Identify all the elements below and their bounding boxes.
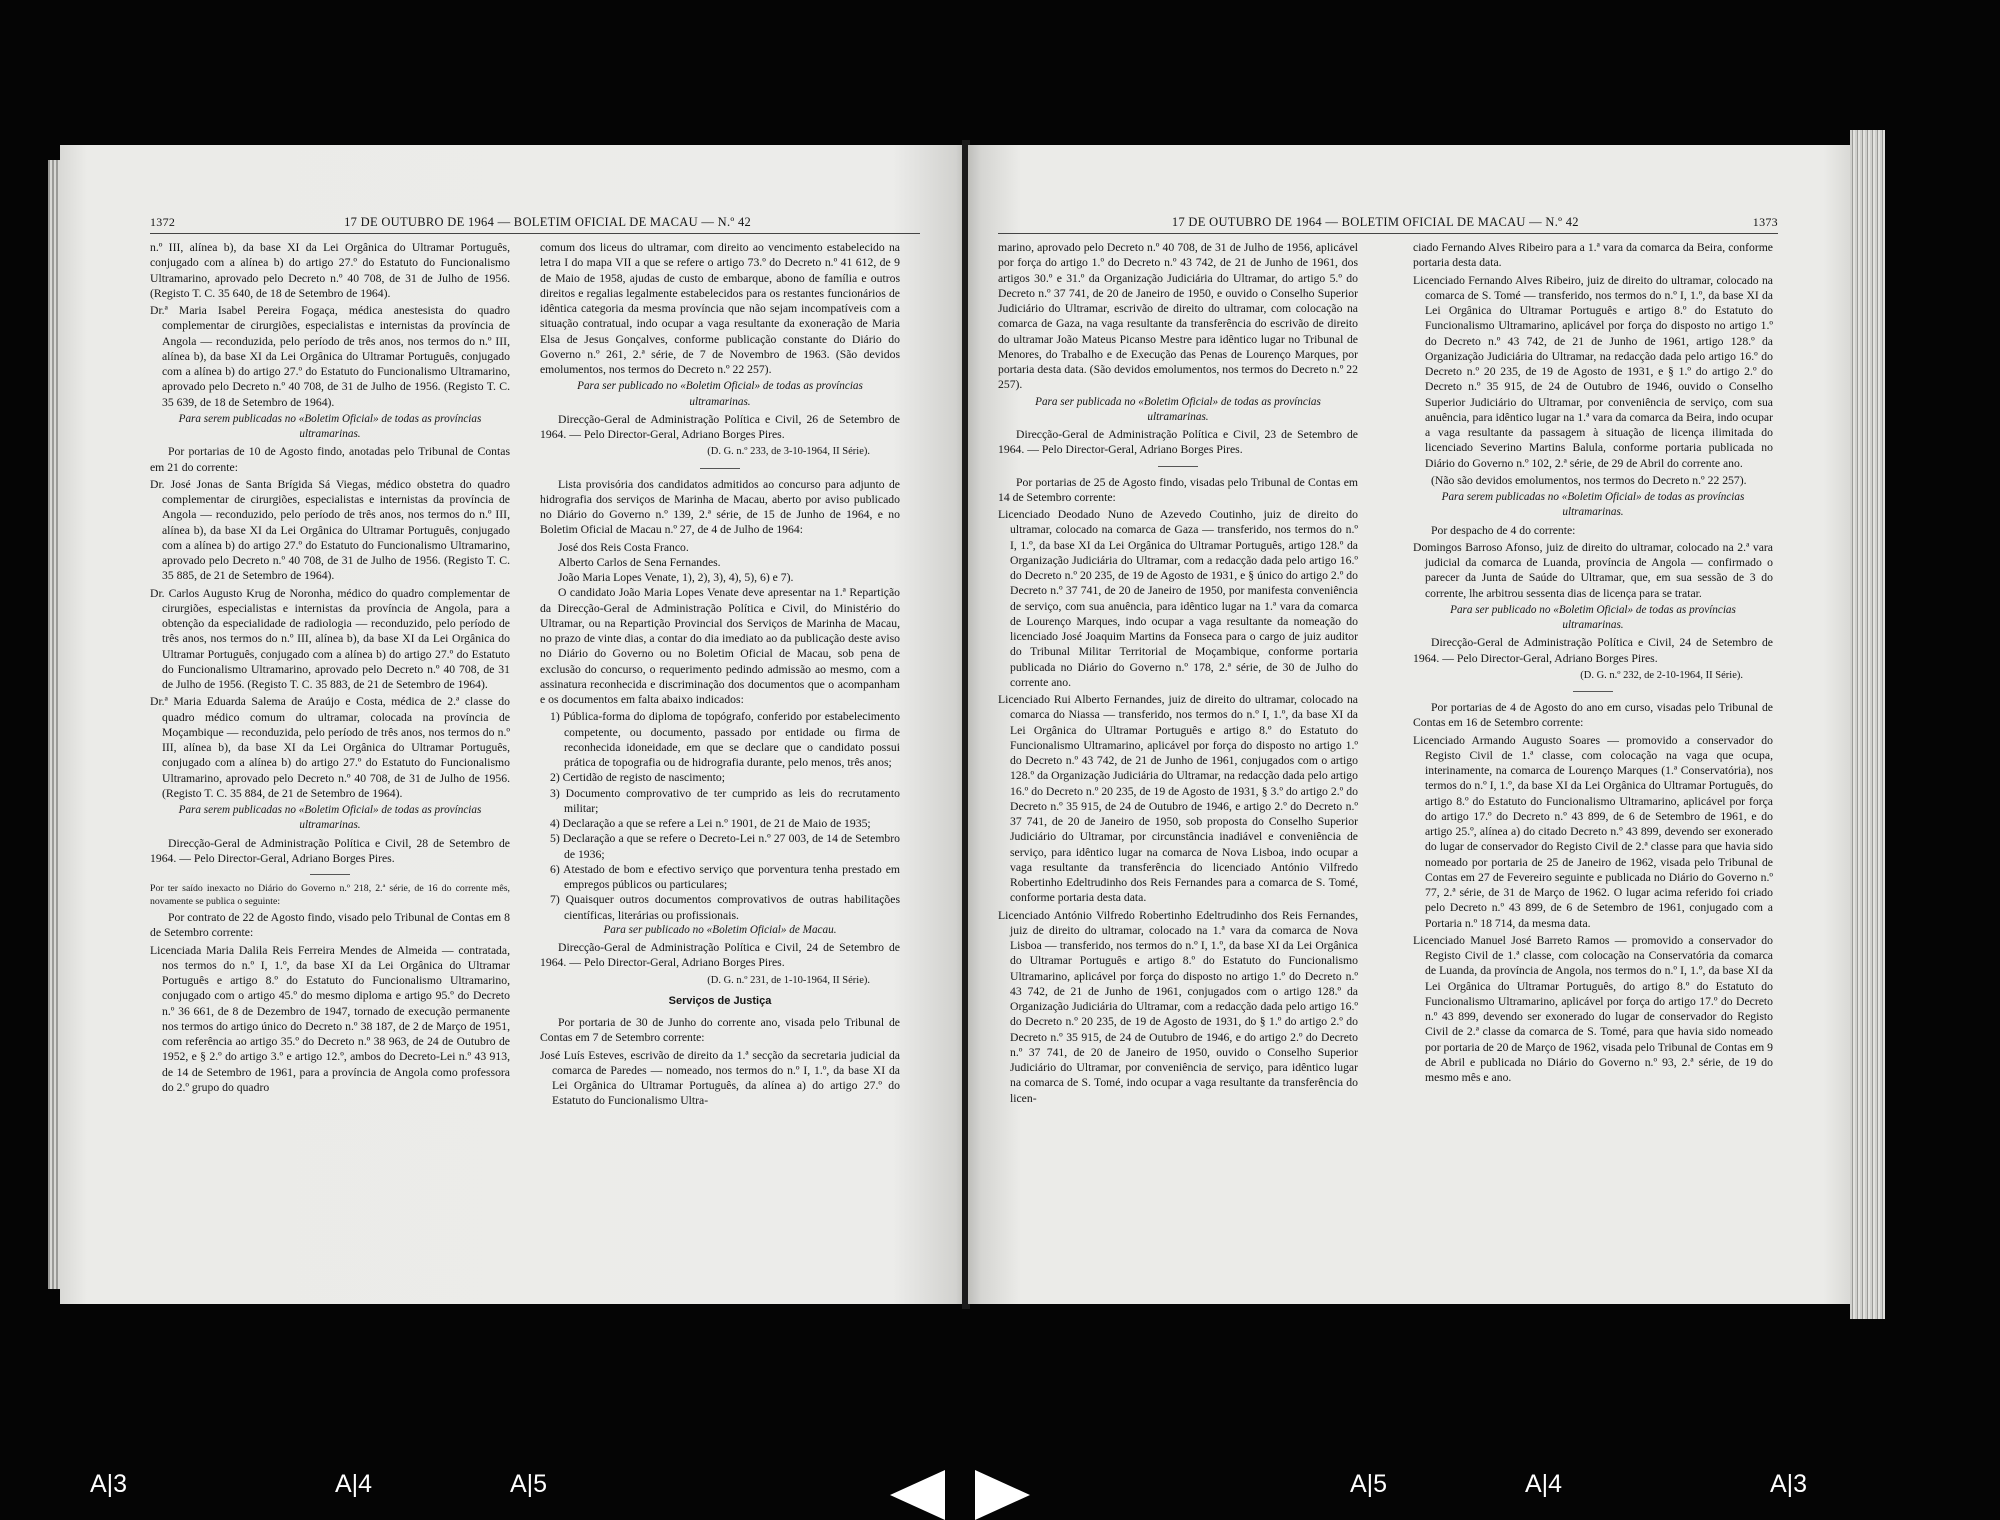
- entry-paragraph: Dr. José Jonas de Santa Brígida Sá Viegas, médico obstetra do quadro complementar de cirurgiões, especialistas e internistas da província de Angola — reconduzido, pelo período de três anos, nos termos do n.º III, alínea b), da base XI da Lei Orgânica do Ultramar Português, conjugado com a alínea b) do artigo 27.º do Estatuto do Funcionalismo Ultramarino, aprovado pelo Decreto n.º 40 708, de 31 de Julho de 1956. (Registo T. C. 35 885, de 21 de Setembro de 1964).: [150, 477, 510, 583]
- text-column: [1413, 240, 1773, 1087]
- candidate-name: José dos Reis Costa Franco.: [558, 540, 689, 554]
- section-divider: [700, 468, 740, 469]
- correction-note: Por ter saído inexacto no Diário do Governo n.º 218, 2.ª série, de 16 do corrente mês, novamente se publica o seguinte:: [150, 883, 510, 907]
- entry-paragraph: Licenciado Armando Augusto Soares — promovido a conservador do Registo Civil de 1.ª classe, com colocação na vaga que ocupa, interinamente, na comarca de Lourenço Marques (1.ª Conservatória), nos termos do n.º I, 1.º, da base XI da Lei Orgânica do Ultramar Português, do artigo 8.º do Estatuto do Funcionalismo Ultramarino, aplicável por força do artigo 17.º do Decreto n.º 43 899, de 6 de Setembro de 1961, e do artigo 25.º, alínea a) do citado Decreto n.º 43 899, devendo ser exonerado do lugar de conservador do Registo Civil de 2.ª classe para que havia sido nomeado por portaria de 25 de Janeiro de 1962, visada pelo Tribunal de Contas em 27 de Fevereiro seguinte e publicada no Diário do Governo n.º 77, 2.ª série, de 31 de Março de 1962. O lugar acima referido foi criado pelo Decreto n.º 43 899, de 6 de Setembro de 1961, conjugado com a Portaria n.º 18 714, da mesma data.: [1413, 733, 1773, 930]
- signature-line: Direcção-Geral de Administração Política e Civil, 23 de Setembro de 1964. — Pelo Director-Geral, Adriano Borges Pires.: [998, 428, 1358, 457]
- paragraph: n.º III, alínea b), da base XI da Lei Orgânica do Ultramar Português, conjugado com a alínea b) do artigo 27.º do Estatuto do Funcionalismo Ultramarino, aprovado pelo Decreto n.º 40 708, de 31 de Julho de 1956. (Registo T. C. 35 640, de 18 de Setembro de 1964).: [150, 241, 510, 300]
- paragraph: O candidato João Maria Lopes Venate deve apresentar na 1.ª Repartição da Direcção-Geral de Administração Política e Civil, do Ministério do Ultramar, ou na Repartição Provincial dos Serviços de Marinha de Macau, no prazo de vinte dias, a contar do dia imediato ao da publicação deste aviso no Diário do Governo ou no Boletim Oficial de Macau, sob pena de exclusão do concurso, o requerimento pedindo admissão ao mesmo, com a assinatura reconhecida e discriminação dos documentos que o acompanham e os documentos em falta abaixo indicados:: [540, 586, 900, 706]
- running-head-title: 17 DE OUTUBRO DE 1964 — BOLETIM OFICIAL DE MACAU — N.º 42: [344, 215, 752, 229]
- reference-note: (D. G. n.º 232, de 2-10-1964, II Série).: [1580, 669, 1743, 681]
- entry-paragraph: Dr. Carlos Augusto Krug de Noronha, médico do quadro complementar de cirurgiões, especialistas e internistas da província de Angola, para a obtenção da especialidade de radiologia — reconduzido, pelo período de três anos, nos termos do n.º III, alínea b), da base XI da Lei Orgânica do Ultramar Português, conjugado com a alínea b) do artigo 27.º do Estatuto do Funcionalismo Ultramarino, aprovado pelo Decreto n.º 40 708, de 31 de Julho de 1956. (Registo T. C. 35 883, de 21 de Setembro de 1964).: [150, 586, 510, 691]
- list-item: 2) Certidão de registo de nascimento;: [550, 771, 725, 785]
- text-column: [540, 240, 900, 1111]
- film-mark: A|4: [335, 1470, 373, 1498]
- paragraph: Por portarias de 10 de Agosto findo, anotadas pelo Tribunal de Contas em 21 do corrente:: [150, 445, 510, 474]
- running-head-title: 17 DE OUTUBRO DE 1964 — BOLETIM OFICIAL DE MACAU — N.º 42: [1171, 215, 1579, 229]
- film-arrow-right: [975, 1470, 1030, 1520]
- candidate-name: João Maria Lopes Venate, 1), 2), 3), 4), 5), 6) e 7).: [558, 571, 794, 584]
- entry-paragraph: Licenciado Manuel José Barreto Ramos — promovido a conservador do Registo Civil de 1.ª classe, com colocação na Conservatória da comarca de Luanda, da província de Angola, nos termos do n.º I, 1.º, da base XI da Lei Orgânica do Ultramar Português, do artigo 8.º do Estatuto do Funcionalismo Ultramarino, aplicável por força do artigo 17.º do Decreto n.º 43 899, devendo ser exonerado do lugar de conservador do Registo Civil de 2.ª classe da comarca de S. Tomé, para que havia sido nomeado por portaria de 20 de Março de 1962, visada pelo Tribunal de Contas em 9 de Abril e publicada no Diário do Governo n.º 93, 2.ª série, de 19 do mesmo mês e ano.: [1413, 933, 1773, 1084]
- section-divider: [310, 874, 350, 875]
- paragraph: Por portarias de 25 de Agosto findo, visadas pelo Tribunal de Contas em 14 de Setembro corrente:: [998, 475, 1358, 504]
- list-item: 5) Declaração a que se refere o Decreto-Lei n.º 27 003, de 14 de Setembro de 1936;: [550, 832, 900, 861]
- paragraph: Lista provisória dos candidatos admitidos ao concurso para adjunto de hidrografia dos serviços de Marinha de Macau, aberto por aviso publicado no Diário do Governo n.º 139, 2.ª série, de 15 de Junho de 1964, e no Boletim Oficial de Macau n.º 27, de 4 de Julho de 1964:: [540, 477, 900, 537]
- paragraph: marino, aprovado pelo Decreto n.º 40 708, de 31 de Julho de 1956, aplicável por força do artigo 1.º do Decreto n.º 43 742, de 21 de Junho de 1961, dos artigos 30.º e 31.º da Organização Judiciária do Ultramar, do artigo 5.º do Decreto n.º 37 741, de 20 de Janeiro de 1950, e ouvido o Conselho Superior Judiciário do Ultramar, escrivão de direito do ultramar, com colocação na comarca de Gaza, na vaga resultante da transferência do escrivão de direito do ultramar João Mateus Picanso Mestre para idêntico lugar no Tribunal de Menores, do Trabalho e de Execução das Penas de Lourenço Marques, por portaria desta data. (São devidos emolumentos, nos termos do Decreto n.º 22 257).: [998, 241, 1358, 392]
- film-mark: A|3: [1770, 1470, 1808, 1498]
- signature-line: Direcção-Geral de Administração Política e Civil, 28 de Setembro de 1964. — Pelo Director-Geral, Adriano Borges Pires.: [150, 836, 510, 865]
- entry-paragraph: Domingos Barroso Afonso, juiz de direito do ultramar, colocado na 2.ª vara judicial da comarca de Luanda, província de Angola — confirmado o parecer da Junta de Saúde do Ultramar, que, em sua sessão de 3 do corrente, lhe arbitrou sessenta dias de licença para se tratar.: [1413, 540, 1773, 600]
- paragraph: Por portarias de 4 de Agosto do ano em curso, visadas pelo Tribunal de Contas em 16 de Setembro corrente:: [1413, 701, 1773, 730]
- film-mark: A|5: [510, 1470, 548, 1498]
- entry-paragraph: Licenciado Deodado Nuno de Azevedo Coutinho, juiz de direito do ultramar, colocado na comarca de Gaza — transferido, nos termos do n.º I, 1.º, da base XI da Lei Orgânica do Ultramar Português, artigo 128.º da Organização Judiciária do Ultramar, com a redacção dada pelo artigo 16.º do Decreto n.º 20 235, de 19 de Agosto de 1931, e § único do artigo 2.º do Decreto n.º 37 741, de 20 de Janeiro de 1950, por manifesta conveniência de serviço, com sua anuência, para idêntico lugar na 1.ª vara da comarca de Lourenço Marques, indo ocupar a vaga resultante da nomeação do licenciado José Joaquim Martins da Fonseca para o cargo de juiz auditor do Tribunal Militar Territorial de Moçambique, conforme portaria publicada no Diário do Governo n.º 178, 2.ª série, de 30 de Julho do corrente ano.: [998, 508, 1358, 689]
- signature-line: Direcção-Geral de Administração Política e Civil, 24 de Setembro de 1964. — Pelo Director-Geral, Adriano Borges Pires.: [540, 941, 900, 970]
- entry-paragraph: Dr.ª Maria Isabel Pereira Fogaça, médica anestesista do quadro complementar de cirurgiões, especialistas e internistas da província de Angola — reconduzida, pelo período de três anos, nos termos do n.º III, alínea b), da base XI da Lei Orgânica do Ultramar Português, conjugado com a alínea b) do artigo 27.º do Estatuto do Funcionalismo Ultramarino, aprovado pelo Decreto n.º 40 708, de 31 de Julho de 1956. (Registo T. C. 35 639, de 18 de Setembro de 1964).: [150, 304, 510, 409]
- publication-note: Para serem publicadas no «Boletim Oficial» de todas as províncias ultramarinas.: [178, 804, 482, 832]
- requirements-list: [540, 709, 900, 923]
- section-divider: [1573, 691, 1613, 692]
- film-mark: A|3: [90, 1470, 128, 1498]
- publication-note: Para ser publicado no «Boletim Oficial» de todas as províncias ultramarinas.: [1450, 603, 1736, 631]
- candidate-name: Alberto Carlos de Sena Fernandes.: [558, 555, 721, 569]
- paragraph: Por contrato de 22 de Agosto findo, visado pelo Tribunal de Contas em 8 de Setembro corrente:: [150, 911, 510, 940]
- film-arrow-left: [890, 1470, 945, 1520]
- entry-paragraph: Licenciada Maria Dalila Reis Ferreira Mendes de Almeida — contratada, nos termos do n.º I, 1.º, da base XI da Lei Orgânica do Ultramar Português e artigo 8.º do Estatuto do Funcionalismo Ultramarino, conjugado com o artigo 45.º do mesmo diploma e artigo 95.º do Decreto n.º 36 661, de 8 de Dezembro de 1947, tornado de execução permanente nos termos do artigo único do Decreto n.º 38 187, de 2 de Março de 1951, com referência ao artigo 35.º do Decreto n.º 38 963, de 24 de Outubro de 1952, e § 2.º do artigo 3.º e artigo 12.º, ambos do Decreto-Lei n.º 43 913, de 14 de Setembro de 1961, para a província de Angola como professora do 2.º grupo do quadro: [150, 943, 510, 1094]
- film-mark: A|5: [1350, 1470, 1388, 1498]
- section-title: Serviços de Justiça: [668, 994, 772, 1007]
- running-head-right: [998, 215, 1778, 234]
- entry-paragraph: Licenciado Rui Alberto Fernandes, juiz de direito do ultramar, colocado na comarca do Niassa — transferido, nos termos do n.º I, 1.º, da base XI da Lei Orgânica do Ultramar Português e artigo 8.º do Estatuto do Funcionalismo Ultramarino, aplicável por força do disposto no artigo 1.º do Decreto n.º 43 742, de 21 de Junho de 1961, conjugados com o artigo 128.º da Organização Judiciária do Ultramar, na redacção dada pelo artigo 16.º do Decreto n.º 20 235, de 19 de Agosto de 1931, § 3.º do artigo 2.º do Decreto n.º 35 915, de 24 de Outubro de 1946, e artigo 2.º do Decreto n.º 37 741, de 20 de Janeiro de 1950, sob proposta do Conselho Superior Judiciário do Ultramar, por circunstância inadiável e conveniência de serviço, para idêntico lugar na comarca de Nova Lisboa, indo ocupar a vaga resultante da transferência do licenciado António Vilfredo Robertinho Edeltrudinho dos Reis Fernandes para a comarca de S. Tomé, conforme portaria desta data.: [998, 693, 1358, 905]
- right-page: [968, 145, 1850, 1304]
- text-column: [998, 240, 1358, 1108]
- publication-note: Para serem publicadas no «Boletim Oficial» de todas as províncias ultramarinas.: [178, 412, 482, 440]
- paragraph: ciado Fernando Alves Ribeiro para a 1.ª vara da comarca da Beira, conforme portaria desta data.: [1413, 241, 1773, 270]
- page-number: 1372: [150, 215, 176, 229]
- reference-note: (D. G. n.º 231, de 1-10-1964, II Série).: [707, 974, 870, 986]
- running-head-left: [150, 215, 920, 234]
- text-column: [150, 240, 510, 1097]
- list-item: 3) Documento comprovativo de ter cumprido as leis do recrutamento militar;: [550, 786, 900, 815]
- signature-line: Direcção-Geral de Administração Política e Civil, 26 de Setembro de 1964. — Pelo Director-Geral, Adriano Borges Pires.: [540, 412, 900, 441]
- left-page: [60, 145, 965, 1304]
- entry-paragraph: Licenciado Fernando Alves Ribeiro, juiz de direito do ultramar, colocado na comarca de S. Tomé — transferido, nos termos do n.º I, 1.º, da base XI da Lei Orgânica do Ultramar Português e artigo 8.º do Estatuto do Funcionalismo Ultramarino, aplicável por força do disposto no artigo 1.º do Decreto n.º 43 742, de 21 de Junho de 1961, artigo 128.º da Organização Judiciária do Ultramar, na redacção dada pelo artigo 16.º do Decreto n.º 20 235, de 19 de Agosto de 1931, e § 1.º do artigo 2.º do Decreto n.º 35 915, de 24 de Outubro de 1946, ouvido o Conselho Superior Judiciário do Ultramar, por conveniência de serviço, com sua anuência, para idêntico lugar na 1.ª vara da comarca da Beira, indo ocupar a vaga resultante da passagem à situação de licença ilimitada do licenciado Severino Martins Balula, conforme portaria publicada no Diário do Governo n.º 102, 2.ª série, de 29 de Abril do corrente ano.: [1413, 273, 1773, 470]
- list-item: 7) Quaisquer outros documentos comprovativos de outras habilitações científicas, literárias ou profissionais.: [550, 893, 900, 922]
- signature-line: Direcção-Geral de Administração Política e Civil, 24 de Setembro de 1964. — Pelo Director-Geral, Adriano Borges Pires.: [1413, 636, 1773, 665]
- publication-note: Para ser publicado no «Boletim Oficial» de Macau.: [603, 923, 837, 936]
- paragraph: (Não são devidos emolumentos, nos termos do Decreto n.º 22 257).: [1431, 473, 1747, 487]
- entry-paragraph: Dr.ª Maria Eduarda Salema de Araújo e Costa, médica de 2.ª classe do quadro médico comum do ultramar, colocada na província de Moçambique — reconduzida, pelo período de três anos, nos termos do n.º III, alínea b), da base XI da Lei Orgânica do Ultramar Português, conjugado com a alínea b) do artigo 27.º do Estatuto do Funcionalismo Ultramarino, aprovado pelo Decreto n.º 40 708, de 31 de Julho de 1956. (Registo T. C. 35 884, de 21 de Setembro de 1964).: [150, 695, 510, 800]
- reference-note: (D. G. n.º 233, de 3-10-1964, II Série).: [707, 446, 870, 458]
- publication-note: Para ser publicada no «Boletim Oficial» de todas as províncias ultramarinas.: [1035, 395, 1321, 423]
- candidate-list: [540, 540, 900, 586]
- publication-note: Para ser publicado no «Boletim Oficial» de todas as províncias ultramarinas.: [577, 380, 863, 408]
- paragraph: Por portaria de 30 de Junho do corrente ano, visada pelo Tribunal de Contas em 7 de Setembro corrente:: [540, 1016, 900, 1045]
- entry-paragraph: José Luís Esteves, escrivão de direito da 1.ª secção da secretaria judicial da comarca de Paredes — nomeado, nos termos do n.º I, 1.º, da base XI da Lei Orgânica do Ultramar Português, da alínea a) do artigo 27.º do Estatuto do Funcionalismo Ultra-: [540, 1048, 900, 1108]
- list-item: 6) Atestado de bom e efectivo serviço que porventura tenha prestado em empregos públicos ou particulares;: [550, 862, 900, 891]
- publication-note: Para serem publicadas no «Boletim Oficial» de todas as províncias ultramarinas.: [1441, 491, 1745, 519]
- list-item: 4) Declaração a que se refere a Lei n.º 1901, de 21 de Maio de 1935;: [550, 817, 871, 830]
- film-mark: A|4: [1525, 1470, 1563, 1498]
- list-item: 1) Pública-forma do diploma de topógrafo, conferido por estabelecimento competente, ou documento, passado por entidade ou firma de reconhecida idoneidade, em que se declare que o candidato possui prática de topografia ou de hidrografia durante, pelo menos, três anos;: [550, 710, 900, 769]
- section-divider: [1158, 466, 1198, 467]
- paragraph: comum dos liceus do ultramar, com direito ao vencimento estabelecido na letra I do mapa VII a que se refere o artigo 73.º do Decreto n.º 41 612, de 9 de Maio de 1958, ajudas de custo de embarque, abono de família e outros direitos e regalias legalmente estabelecidos para os restantes funcionários de idêntica categoria da mesma província que não sejam incompatíveis com a situação contratual, indo ocupar a vaga resultante da exoneração de Maria Elsa de Jesus Gonçalves, conforme publicação constante do Diário do Governo n.º 261, 2.ª série, de 7 de Novembro de 1963. (São devidos emolumentos, nos termos do Decreto n.º 22 257).: [540, 241, 900, 376]
- paragraph: Por despacho de 4 do corrente:: [1431, 523, 1576, 537]
- page-number: 1373: [1752, 215, 1778, 229]
- page-edge-right: [1850, 130, 1885, 1319]
- entry-paragraph: Licenciado António Vilfredo Robertinho Edeltrudinho dos Reis Fernandes, juiz de direito do ultramar, colocado na 1.ª vara da comarca de Nova Lisboa — transferido, nos termos do n.º I, 1.º, da base XI da Lei Orgânica do Ultramar Português e artigo 8.º do Estatuto do Funcionalismo Ultramarino, aplicável por força do disposto no artigo 1.º do Decreto n.º 43 742, de 21 de Junho de 1961, conjugados com o artigo 128.º da Organização Judiciária do Ultramar, com a redacção dada pelo artigo 16.º do Decreto n.º 20 235, de 19 de Agosto de 1931, do § 1.º do artigo 2.º do Decreto n.º 35 915, de 24 de Outubro de 1946, e do artigo 2.º do Decreto n.º 37 741, de 20 de Janeiro de 1950, ouvido o Conselho Superior Judiciário do Ultramar, por conveniência de serviço, para idêntico lugar na comarca de S. Tomé, indo ocupar a vaga resultante da transferência do licen-: [998, 908, 1358, 1105]
